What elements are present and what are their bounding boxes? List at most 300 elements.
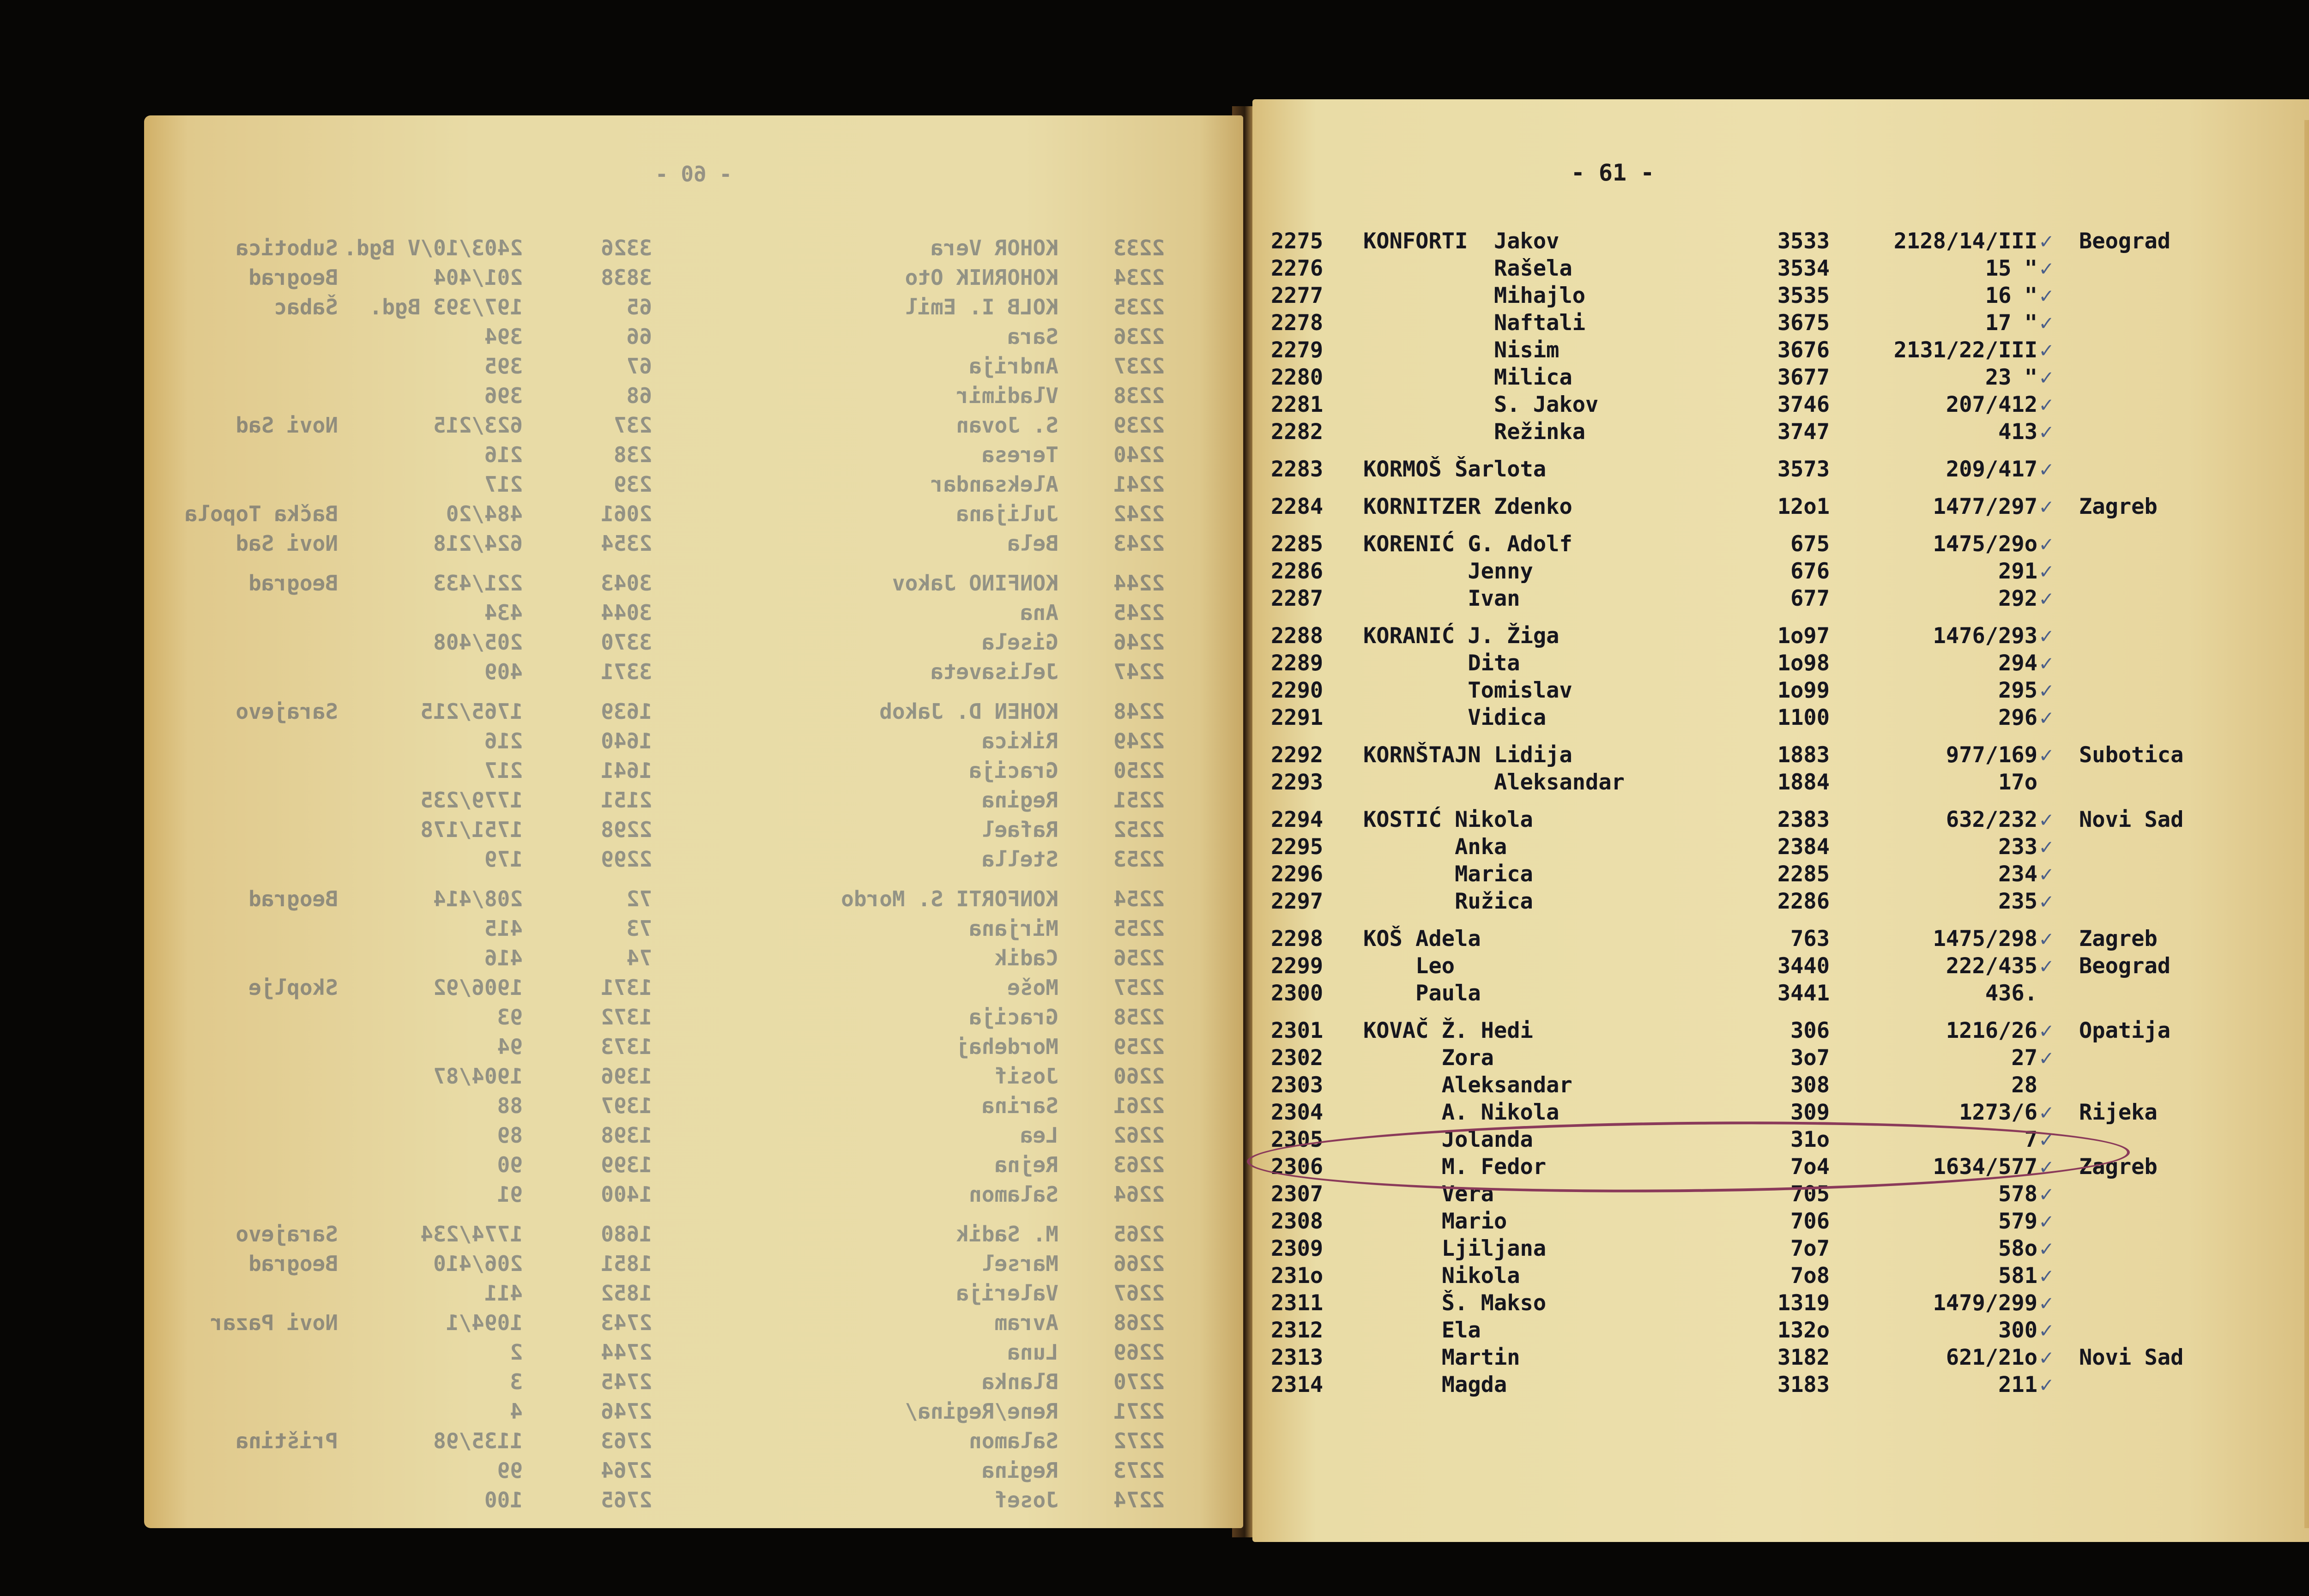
cell-num: 3675 — [1777, 310, 1830, 336]
cell-ref: 1479/299 — [1933, 1290, 2037, 1316]
cell-ref: 581 — [1998, 1263, 2037, 1289]
cell-no: 2283 — [1271, 457, 1324, 482]
cell-no: 2270 — [1113, 1369, 1165, 1394]
table-row — [144, 1064, 1243, 1091]
cell-name: M. Fedor — [1363, 1154, 1547, 1180]
cell-num: 1319 — [1777, 1290, 1830, 1316]
cell-name: Ivan — [1363, 586, 1520, 611]
cell-name: Aleksandar — [1363, 1072, 1572, 1098]
cell-ref: 1476/293 — [1933, 623, 2037, 649]
cell-name: M. Sadik — [956, 1222, 1058, 1247]
table-row — [144, 975, 1243, 1003]
cell-num: 1397 — [601, 1093, 652, 1118]
cell-name: Josif — [994, 1064, 1058, 1089]
cell-name: Gracija — [969, 758, 1058, 783]
cell-no: 2280 — [1271, 365, 1324, 390]
cell-name: Bela — [1007, 531, 1058, 556]
cell-num: 3573 — [1777, 457, 1830, 482]
cell-no: 2314 — [1271, 1372, 1324, 1397]
cell-num: 1398 — [601, 1123, 652, 1148]
cell-no: 2258 — [1113, 1005, 1165, 1030]
cell-no: 2304 — [1271, 1100, 1324, 1125]
cell-ref: 624/218 — [433, 531, 523, 556]
cell-no: 2277 — [1271, 283, 1324, 308]
cell-place: Bačka Topola — [184, 501, 338, 526]
cell-name: Luna — [1007, 1340, 1058, 1365]
cell-num: 2298 — [601, 817, 652, 842]
cell-ref: 294 — [1998, 650, 2037, 676]
cell-num: 73 — [626, 916, 652, 941]
cell-name: Martin — [1363, 1345, 1520, 1370]
table-row — [144, 916, 1243, 944]
cell-no: 2268 — [1113, 1310, 1165, 1335]
cell-name: Jenny — [1363, 559, 1533, 584]
cell-no: 2275 — [1271, 229, 1324, 254]
cell-place: Novi Sad — [2079, 807, 2184, 832]
cell-ref: 27 — [2011, 1045, 2037, 1071]
cell-check: ✓ — [2040, 365, 2053, 390]
cell-num: 309 — [1790, 1100, 1830, 1125]
cell-name: KORMOŠ Šarlota — [1363, 457, 1547, 482]
cell-num: 2746 — [601, 1399, 652, 1424]
cell-no: 2237 — [1113, 354, 1165, 379]
cell-name: Aleksandar — [1363, 770, 1625, 795]
table-row — [1252, 1318, 2309, 1345]
cell-name: Mario — [1363, 1209, 1507, 1234]
cell-check: ✓ — [2040, 457, 2053, 482]
cell-no: 2260 — [1113, 1064, 1165, 1089]
cell-no: 2242 — [1113, 501, 1165, 526]
cell-ref: 623/215 — [433, 413, 523, 438]
cell-name: Gisela — [981, 630, 1058, 655]
cell-check: ✓ — [2040, 834, 2053, 860]
table-row — [1252, 1290, 2309, 1318]
cell-name: KOVAČ Ž. Hedi — [1363, 1018, 1533, 1043]
table-row — [144, 1399, 1243, 1427]
table-row — [1252, 310, 2309, 338]
cell-ref: 2128/14/III — [1893, 229, 2037, 254]
table-row — [1252, 494, 2309, 522]
cell-num: 2743 — [601, 1310, 652, 1335]
cell-num: 3747 — [1777, 419, 1830, 445]
cell-name: Ana — [1020, 600, 1058, 625]
table-row — [1252, 1236, 2309, 1264]
cell-no: 2249 — [1113, 729, 1165, 753]
cell-name: Gracija — [969, 1005, 1058, 1030]
cell-ref: 206/410 — [433, 1251, 523, 1276]
cell-no: 2282 — [1271, 419, 1324, 445]
cell-place: Novi Sad — [236, 531, 338, 556]
cell-no: 2276 — [1271, 256, 1324, 281]
cell-place: Novi Pazar — [210, 1310, 338, 1335]
table-row — [1252, 834, 2309, 862]
cell-ref: 217 — [484, 472, 523, 497]
table-row — [1252, 1345, 2309, 1373]
cell-name: Milica — [1363, 365, 1572, 390]
cell-check: ✓ — [2040, 559, 2053, 584]
table-row — [144, 1034, 1243, 1062]
table-row — [144, 847, 1243, 874]
table-row — [144, 1123, 1243, 1150]
table-row — [144, 1281, 1243, 1308]
cell-name: Ružica — [1363, 889, 1533, 914]
table-row — [144, 600, 1243, 628]
cell-check: ✓ — [2040, 1209, 2053, 1234]
cell-name: Teresa — [981, 442, 1058, 467]
cell-no: 2299 — [1271, 953, 1324, 979]
cell-num: 705 — [1790, 1181, 1830, 1207]
cell-ref: 205/408 — [433, 630, 523, 655]
cell-num: 676 — [1790, 559, 1830, 584]
book-right-page-edge — [2304, 120, 2309, 1528]
cell-check: ✓ — [2040, 926, 2053, 952]
table-row — [1252, 678, 2309, 705]
cell-num: 2151 — [601, 788, 652, 813]
cell-no: 2284 — [1271, 494, 1324, 519]
cell-name: Dita — [1363, 650, 1520, 676]
cell-check: ✓ — [2040, 283, 2053, 308]
cell-no: 2279 — [1271, 337, 1324, 363]
table-row — [144, 265, 1243, 293]
cell-num: 3746 — [1777, 392, 1830, 417]
cell-name: KORNITZER Zdenko — [1363, 494, 1572, 519]
cell-num: 72 — [626, 886, 652, 911]
cell-place: Sarajevo — [236, 699, 338, 724]
table-row — [144, 788, 1243, 815]
cell-check: ✓ — [2040, 1181, 2053, 1207]
cell-name: Nikola — [1363, 1263, 1520, 1289]
cell-no: 2309 — [1271, 1236, 1324, 1261]
cell-ref: 201/404 — [433, 265, 523, 290]
cell-no: 2252 — [1113, 817, 1165, 842]
cell-check: ✓ — [2040, 586, 2053, 611]
cell-ref: 1094/1 — [446, 1310, 523, 1335]
cell-num: 2745 — [601, 1369, 652, 1394]
cell-ref: 222/435 — [1946, 953, 2037, 979]
cell-ref: 434 — [484, 600, 523, 625]
cell-name: Tomislav — [1363, 678, 1572, 703]
cell-name: KOSTIĆ Nikola — [1363, 807, 1533, 832]
cell-name: KORENIĆ G. Adolf — [1363, 531, 1572, 557]
cell-check: ✓ — [2040, 1290, 2053, 1316]
cell-no: 2311 — [1271, 1290, 1324, 1316]
cell-no: 2272 — [1113, 1428, 1165, 1453]
cell-num: 3326 — [601, 235, 652, 260]
cell-num: 132o — [1777, 1318, 1830, 1343]
cell-name: KOHORNIK Oto — [905, 265, 1058, 290]
cell-check: ✓ — [2040, 650, 2053, 676]
cell-place: Skoplje — [248, 975, 338, 1000]
table-row — [1252, 742, 2309, 770]
table-row — [144, 413, 1243, 440]
cell-ref: 207/412 — [1946, 392, 2037, 417]
cell-no: 2234 — [1113, 265, 1165, 290]
cell-num: 2744 — [601, 1340, 652, 1365]
cell-name: Mirjana — [969, 916, 1058, 941]
cell-ref: 3 — [510, 1369, 523, 1394]
table-row — [1252, 981, 2309, 1008]
cell-ref: 2131/22/III — [1893, 337, 2037, 363]
cell-num: 1372 — [601, 1005, 652, 1030]
table-row — [144, 1310, 1243, 1338]
table-row — [144, 324, 1243, 352]
cell-no: 2286 — [1271, 559, 1324, 584]
cell-num: 1852 — [601, 1281, 652, 1306]
cell-name: Blanka — [981, 1369, 1058, 1394]
cell-ref: 1774/234 — [420, 1222, 523, 1247]
cell-ref: 1475/29o — [1933, 531, 2037, 557]
table-row — [144, 1369, 1243, 1397]
cell-num: 2765 — [601, 1488, 652, 1512]
cell-no: 2265 — [1113, 1222, 1165, 1247]
table-row — [1252, 559, 2309, 586]
right-page-number: - 61 - — [1571, 159, 1655, 186]
cell-num: 1680 — [601, 1222, 652, 1247]
cell-ref: 578 — [1998, 1181, 2037, 1207]
cell-name: Rene/Regina/ — [905, 1399, 1058, 1424]
cell-num: 2383 — [1777, 807, 1830, 832]
cell-ref: 395 — [484, 354, 523, 379]
cell-num: 675 — [1790, 531, 1830, 557]
cell-ref: 1765/215 — [420, 699, 523, 724]
cell-num: 2764 — [601, 1458, 652, 1483]
cell-name: S. Jovan — [956, 413, 1058, 438]
cell-num: 2299 — [601, 847, 652, 872]
cell-num: 31o — [1790, 1127, 1830, 1152]
cell-num: 1884 — [1777, 770, 1830, 795]
cell-check: ✓ — [2040, 1154, 2053, 1180]
cell-check: ✓ — [2040, 1318, 2053, 1343]
cell-ref: 94 — [497, 1034, 523, 1059]
cell-num: 7o7 — [1790, 1236, 1830, 1261]
table-row — [1252, 1372, 2309, 1400]
cell-num: 3534 — [1777, 256, 1830, 281]
cell-name: Š. Makso — [1363, 1290, 1547, 1316]
cell-ref: 295 — [1998, 678, 2037, 703]
cell-name: Julijana — [956, 501, 1058, 526]
cell-ref: 1779/235 — [420, 788, 523, 813]
cell-no: 2293 — [1271, 770, 1324, 795]
cell-check: ✓ — [2040, 419, 2053, 445]
cell-name: Marica — [1363, 861, 1533, 887]
cell-num: 3182 — [1777, 1345, 1830, 1370]
cell-ref: 436. — [1985, 981, 2037, 1006]
cell-name: Ela — [1363, 1318, 1481, 1343]
table-row — [1252, 770, 2309, 797]
table-row — [144, 1093, 1243, 1121]
cell-ref: 292 — [1998, 586, 2037, 611]
cell-name: Regina — [981, 1458, 1058, 1483]
cell-name: Leo — [1363, 953, 1455, 979]
cell-ref: 1475/298 — [1933, 926, 2037, 952]
cell-num: 1400 — [601, 1182, 652, 1207]
cell-num: 1371 — [601, 975, 652, 1000]
cell-name: Cadik — [994, 946, 1058, 970]
cell-check: ✓ — [2040, 807, 2053, 832]
cell-num: 1396 — [601, 1064, 652, 1089]
table-row — [1252, 256, 2309, 283]
cell-num: 1640 — [601, 729, 652, 753]
cell-ref: 179 — [484, 847, 523, 872]
table-row — [144, 1428, 1243, 1456]
cell-num: 763 — [1790, 926, 1830, 952]
cell-no: 2241 — [1113, 472, 1165, 497]
table-row — [1252, 1045, 2309, 1073]
cell-num: 3441 — [1777, 981, 1830, 1006]
table-row — [1252, 1209, 2309, 1236]
cell-name: Vidica — [1363, 705, 1547, 730]
table-row — [1252, 586, 2309, 614]
cell-no: 2253 — [1113, 847, 1165, 872]
cell-place: Subotica — [2079, 742, 2184, 768]
cell-no: 2300 — [1271, 981, 1324, 1006]
cell-num: 3371 — [601, 659, 652, 684]
cell-check: ✓ — [2040, 742, 2053, 768]
table-row — [144, 1340, 1243, 1367]
table-row — [144, 235, 1243, 263]
cell-check: ✓ — [2040, 1372, 2053, 1397]
cell-num: 3044 — [601, 600, 652, 625]
cell-place: Beograd — [248, 886, 338, 911]
cell-ref: 1477/297 — [1933, 494, 2037, 519]
cell-num: 677 — [1790, 586, 1830, 611]
cell-num: 1o99 — [1777, 678, 1830, 703]
cell-name: Moše — [1007, 975, 1058, 1000]
cell-no: 2288 — [1271, 623, 1324, 649]
cell-place: Rijeka — [2079, 1100, 2158, 1125]
cell-num: 65 — [626, 295, 652, 319]
cell-num: 1641 — [601, 758, 652, 783]
cell-check: ✓ — [2040, 392, 2053, 417]
cell-no: 2287 — [1271, 586, 1324, 611]
cell-ref: 1904/87 — [433, 1064, 523, 1089]
cell-no: 2263 — [1113, 1152, 1165, 1177]
cell-ref: 93 — [497, 1005, 523, 1030]
cell-name: Josef — [994, 1488, 1058, 1512]
cell-ref: 216 — [484, 442, 523, 467]
table-row — [144, 659, 1243, 687]
table-row — [1252, 457, 2309, 484]
table-row — [1252, 889, 2309, 916]
cell-num: 706 — [1790, 1209, 1830, 1234]
table-row — [144, 729, 1243, 756]
cell-no: 2243 — [1113, 531, 1165, 556]
table-row — [1252, 531, 2309, 559]
cell-ref: 300 — [1998, 1318, 2037, 1343]
cell-name: Sarina — [981, 1093, 1058, 1118]
cell-no: 2305 — [1271, 1127, 1324, 1152]
cell-num: 3535 — [1777, 283, 1830, 308]
cell-ref: 197/393 Bgd. — [369, 295, 523, 319]
cell-no: 2295 — [1271, 834, 1324, 860]
table-row — [144, 295, 1243, 322]
table-row — [144, 886, 1243, 914]
right-page-61 — [1252, 99, 2309, 1542]
cell-no: 2271 — [1113, 1399, 1165, 1424]
cell-num: 1639 — [601, 699, 652, 724]
cell-ref: 91 — [497, 1182, 523, 1207]
cell-ref: 23 " — [1985, 365, 2037, 390]
table-row — [1252, 926, 2309, 954]
cell-place: Beograd — [248, 265, 338, 290]
cell-name: Naftali — [1363, 310, 1586, 336]
cell-num: 2763 — [601, 1428, 652, 1453]
cell-no: 2257 — [1113, 975, 1165, 1000]
table-row — [144, 946, 1243, 973]
cell-ref: 7 — [2024, 1127, 2037, 1152]
cell-num: 1883 — [1777, 742, 1830, 768]
cell-ref: 409 — [484, 659, 523, 684]
cell-name: Režinka — [1363, 419, 1586, 445]
cell-name: KORNŠTAJN Lidija — [1363, 742, 1572, 768]
cell-name: Rejna — [994, 1152, 1058, 1177]
cell-no: 2238 — [1113, 383, 1165, 408]
cell-name: KONFORTI S. Mordo — [841, 886, 1058, 911]
cell-check: ✓ — [2040, 1100, 2053, 1125]
cell-place: Opatija — [2079, 1018, 2171, 1043]
table-row — [144, 1458, 1243, 1486]
cell-check: ✓ — [2040, 337, 2053, 363]
cell-check: ✓ — [2040, 861, 2053, 887]
table-row — [1252, 623, 2309, 651]
cell-no: 2233 — [1113, 235, 1165, 260]
cell-name: Rafael — [981, 817, 1058, 842]
cell-num: 7o8 — [1790, 1263, 1830, 1289]
cell-num: 2384 — [1777, 834, 1830, 860]
cell-ref: 1273/6 — [1959, 1100, 2037, 1125]
cell-no: 2245 — [1113, 600, 1165, 625]
cell-num: 1o98 — [1777, 650, 1830, 676]
cell-ref: 88 — [497, 1093, 523, 1118]
cell-no: 2296 — [1271, 861, 1324, 887]
cell-no: 2240 — [1113, 442, 1165, 467]
cell-ref: 58o — [1998, 1236, 2037, 1261]
cell-place: Subotica — [236, 235, 338, 260]
cell-no: 2246 — [1113, 630, 1165, 655]
table-row — [144, 571, 1243, 598]
cell-num: 3440 — [1777, 953, 1830, 979]
table-row — [1252, 807, 2309, 835]
table-row — [1252, 953, 2309, 981]
cell-num: 1399 — [601, 1152, 652, 1177]
cell-place: Zagreb — [2079, 494, 2158, 519]
cell-check: ✓ — [2040, 1236, 2053, 1261]
cell-ref: 2403/10/V Bgd. — [344, 235, 523, 260]
cell-no: 2281 — [1271, 392, 1324, 417]
cell-no: 231o — [1271, 1263, 1324, 1289]
cell-place: Beograd — [2079, 953, 2171, 979]
cell-num: 3677 — [1777, 365, 1830, 390]
cell-place: Priština — [236, 1428, 338, 1453]
table-row — [144, 501, 1243, 529]
table-row — [144, 354, 1243, 381]
cell-no: 2267 — [1113, 1281, 1165, 1306]
cell-name: Avram — [994, 1310, 1058, 1335]
left-page-bleed-through-text — [144, 115, 1243, 1528]
cell-check: ✓ — [2040, 623, 2053, 649]
cell-ref: 217 — [484, 758, 523, 783]
cell-name: KOLB I. Emil — [905, 295, 1058, 319]
left-page-number: - 60 - — [655, 162, 732, 187]
cell-name: Vera — [1363, 1181, 1494, 1207]
cell-name: Marsel — [981, 1251, 1058, 1276]
cell-ref: 394 — [484, 324, 523, 349]
cell-no: 2261 — [1113, 1093, 1165, 1118]
cell-check: ✓ — [2040, 1263, 2053, 1289]
table-row — [1252, 392, 2309, 420]
cell-num: 2286 — [1777, 889, 1830, 914]
cell-ref: 211 — [1998, 1372, 2037, 1397]
